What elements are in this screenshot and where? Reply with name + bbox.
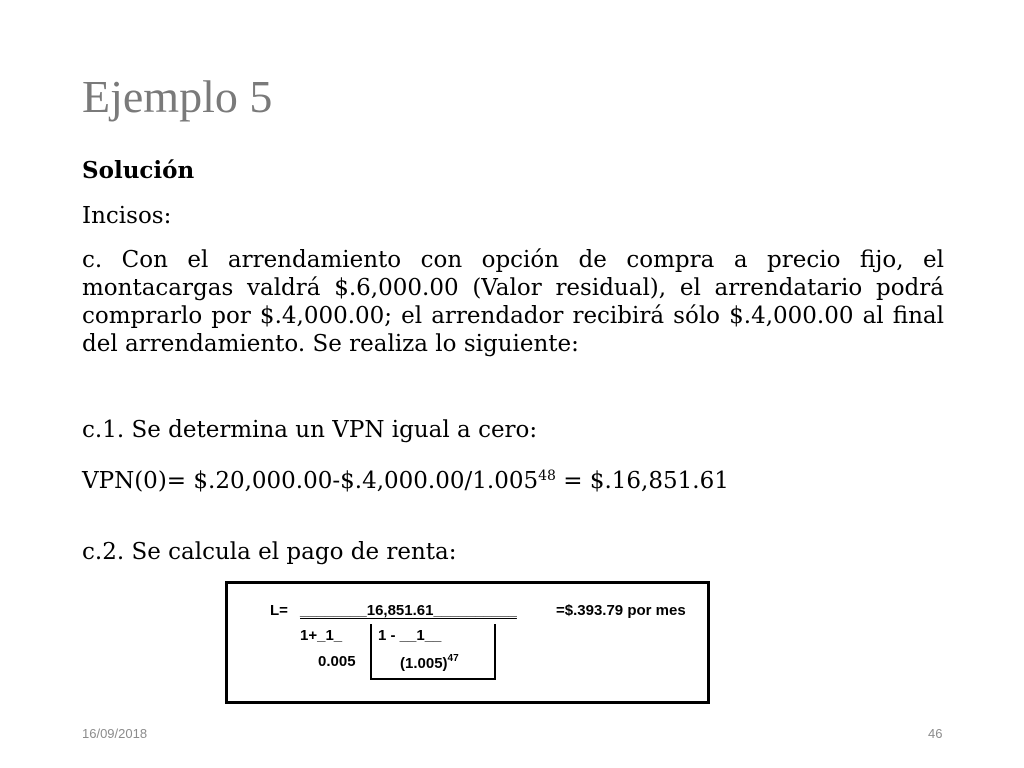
formula-l-label: L= [270,602,288,619]
step-c1: c.1. Se determina un VPN igual a cero: [82,417,538,443]
formula-bracket [370,624,496,680]
vpn-equation [82,462,944,495]
formula-paren-exponent: 47 [447,653,459,664]
page-number: 46 [928,726,943,741]
step-c2: c.2. Se calcula el pago de renta: [82,539,457,565]
vpn-main: VPN(0)= $.20,000.00-$.4,000.00/1.005 [82,468,539,494]
slide-title: Ejemplo 5 [82,71,273,122]
vpn-result: = $.16,851.61 [555,468,729,494]
formula-one-plus: 1+_1_ [300,627,343,644]
formula-rate: 0.005 [318,653,356,670]
footer-date: 16/09/2018 [82,726,148,741]
formula-result: =$.393.79 por mes [556,602,686,619]
formula-one-minus: 1 - __1__ [378,627,442,644]
solution-heading: Solución [82,157,195,184]
vpn-exponent: 48 [538,468,556,484]
formula-numerator: ________16,851.61__________ [300,602,517,619]
formula-paren: (1.005) [400,655,448,672]
problem-paragraph: c. Con el arrendamiento con opción de compra a precio fijo, el montacargas valdrá $.6,000.00 (Valor residual), el arrendatario podrá comprarlo por $.4,000.00; el arrendador recibirá sólo $.4,000.00 al final del arrendamiento. Se realiza lo siguiente: [82,247,944,357]
rent-formula-box [225,581,710,704]
incisos-label: Incisos: [82,203,172,229]
